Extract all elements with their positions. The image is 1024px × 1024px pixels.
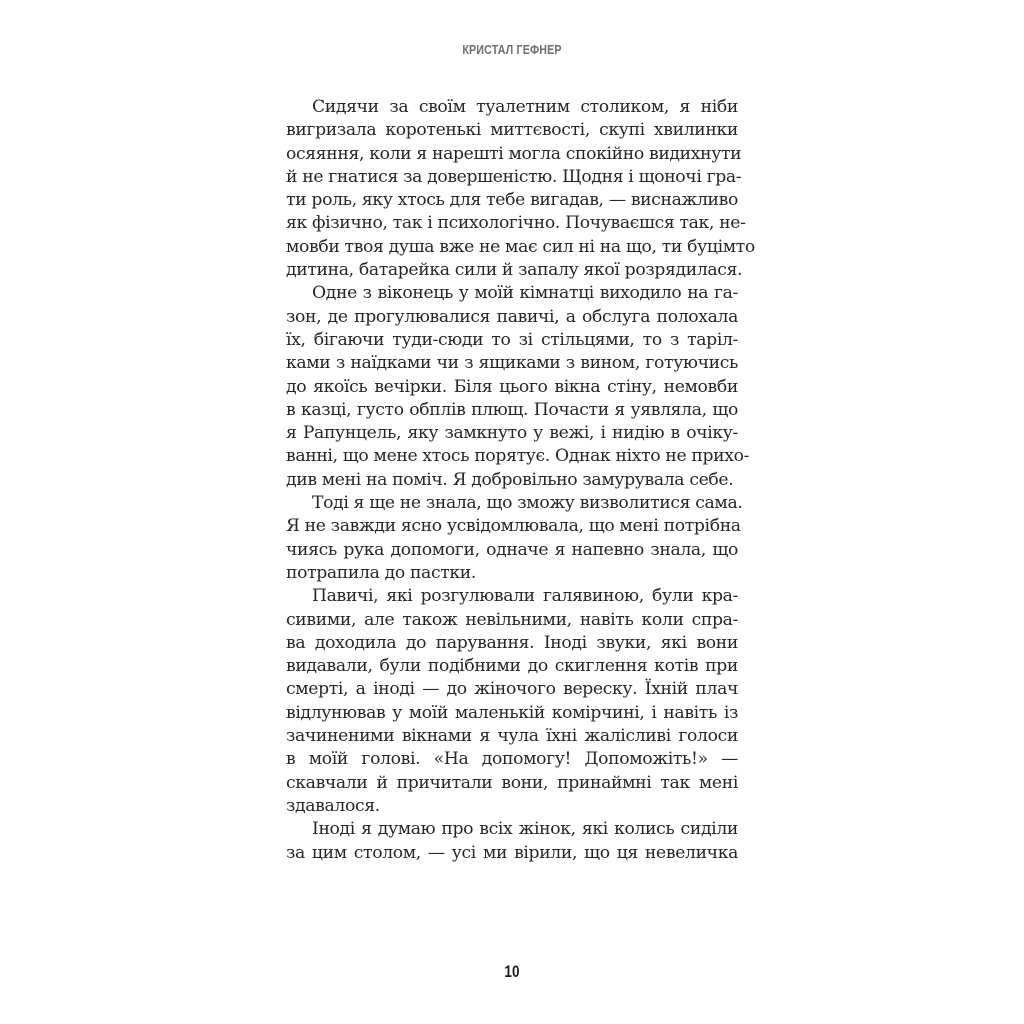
text-line: здавалося. [286,795,380,816]
text-line: зон, де прогулювалися павичі, а обслуга полохала [286,306,738,327]
text-line: див мені на поміч. Я добровільно замурувала себе. [286,469,734,490]
text-line: до якоїсь вечірки. Біля цього вікна стіну, немовби [286,376,738,397]
text-line: мовби твоя душа вже не має сил ні на що, ти буцімто [286,236,755,257]
text-line: як фізично, так і психологічно. Почуваєшся так, не- [286,213,746,234]
text-line: Іноді я думаю про всіх жінок, які колись сиділи [312,819,738,840]
page-number: 10 [504,962,520,981]
body-text [286,96,755,865]
text-line: їх, бігаючи туди-сюди то зі стільцями, то з таріл- [286,329,738,350]
text-line: вигризала коротенькі миттєвості, скупі хвилинки [286,120,738,141]
text-line: скавчали й причитали вони, принаймні так мені [286,772,738,793]
text-line: чиясь рука допомоги, одначе я напевно знала, що [286,539,738,560]
text-line: видавали, були подібними до скиглення котів при [286,656,738,677]
text-line: ками з наїдками чи з ящиками з вином, готуючись [286,353,738,374]
text-line: ти роль, яку хтось для тебе вигадав, — виснажливо [286,190,738,211]
running-head-author: КРИСТАЛ ГЕФНЕР [462,42,562,57]
text-line: смерті, а іноді — до жіночого вереску. Їхній плач [286,679,738,700]
text-line: сивими, але також невільними, навіть коли спра- [286,609,738,630]
text-line: Одне з віконець у моїй кімнатці виходило на га- [312,283,738,304]
text-line: відлунював у моїй маленькій комірчині, і навіть із [286,702,738,723]
text-line: осяяння, коли я нарешті могла спокійно видихнути [286,143,742,164]
text-line: в моїй голові. «На допомогу! Допоможіть!» — [286,749,738,770]
text-line: ва доходила до парування. Іноді звуки, які вони [286,632,738,653]
text-line: зачиненими вікнами я чула їхні жалісливі голоси [286,726,738,747]
text-line: й не гнатися за довершеністю. Щодня і щоночі гра- [286,166,742,187]
text-line: Тоді я ще не знала, що зможу визволитися сама. [312,493,743,514]
text-line: потрапила до пастки. [286,562,476,583]
text-line: ванні, що мене хтось порятує. Однак ніхто не прихо- [286,446,750,467]
text-line: Сидячи за своїм туалетним столиком, я ніби [312,97,738,117]
text-line: за цим столом, — усі ми вірили, що ця невеличка [286,842,738,863]
text-line: в казці, густо обплів плющ. Почасти я уявляла, що [286,399,738,420]
text-line: Я не завжди ясно усвідомлювала, що мені потрібна [286,516,741,537]
text-line: Павичі, які розгулювали галявиною, були кра- [312,586,738,607]
text-line: дитина, батарейка сили й запалу якої розрядилася. [286,260,743,281]
text-line: я Рапунцель, яку замкнуто у вежі, і нидію в очіку- [286,423,738,444]
